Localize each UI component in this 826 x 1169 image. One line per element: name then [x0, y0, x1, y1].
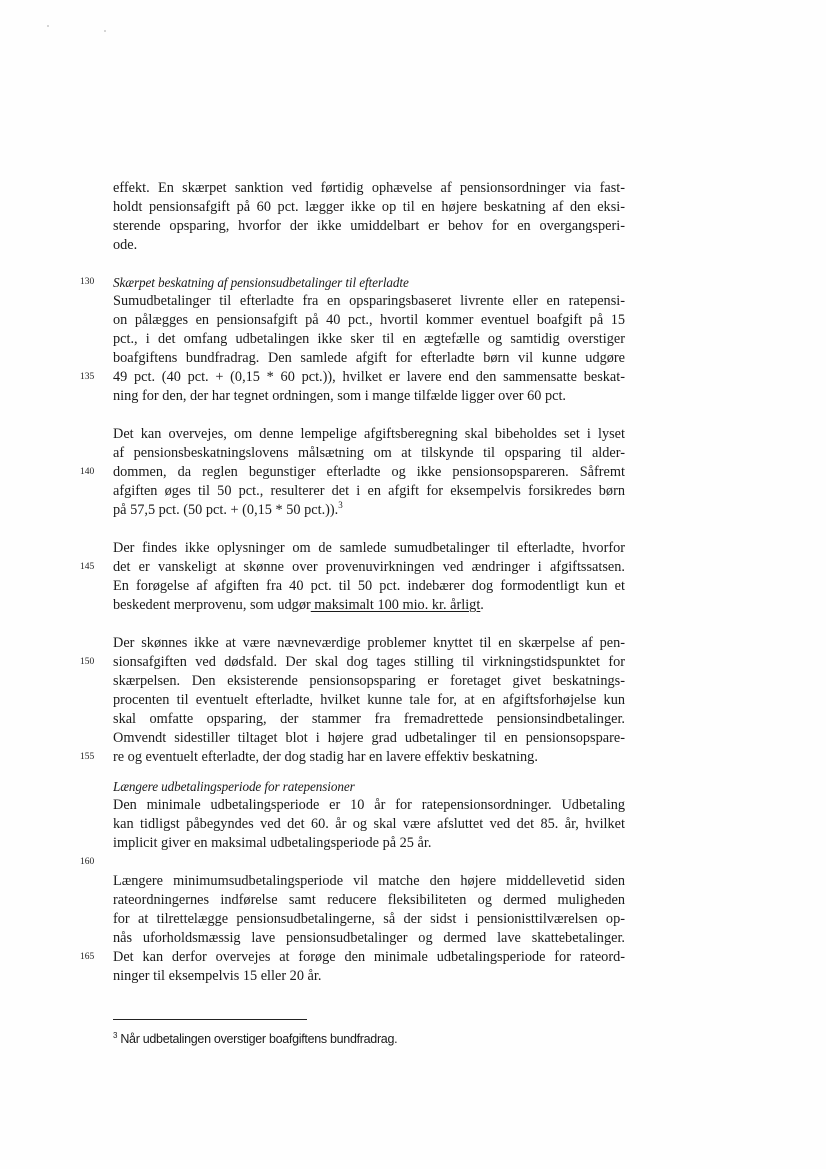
text-span: beskedent merprovenu, som udgør — [113, 597, 311, 613]
line-number-130: 130 — [80, 277, 95, 287]
section-heading-efterladte: Skærpet beskatning af pensionsudbetalinger til efterladte — [113, 275, 409, 290]
text-line: nås uforholdsmæssig lave pensionsudbetalinger og dermed lave skattebetalinger. — [113, 930, 625, 946]
line-number-140: 140 — [80, 467, 95, 477]
line-number-145: 145 — [80, 562, 95, 572]
text-line: det er vanskeligt at skønne over provenuvirkningen ved ændringer i afgiftssatsen. — [113, 559, 625, 575]
text-line: En forøgelse af afgiften fra 40 pct. til 50 pct. indebærer dog formodentligt kun et — [113, 578, 625, 594]
text-line: boafgiftens bundfradrag. Den samlede afgift for efterladte børn vil kunne udgøre — [113, 350, 625, 366]
text-span: . — [480, 597, 484, 613]
footnote — [113, 1031, 633, 1049]
scan-speck — [104, 30, 106, 32]
footnote-text: Når udbetalingen overstiger boafgiftens bundfradrag. — [117, 1032, 398, 1046]
text-line: Omvendt sidestiller tiltaget blot i højere grad udbetalinger til en pensionsopspare- — [113, 730, 625, 746]
text-line: ode. — [113, 237, 138, 253]
section-heading-ratepensioner: Længere udbetalingsperiode for ratepensioner — [113, 779, 355, 794]
text-line: Sumudbetalinger til efterladte fra en opsparingsbaseret livrente eller en ratepensi- — [113, 293, 625, 309]
text-line: kan tidligst påbegyndes ved det 60. år og skal være afsluttet ved det 85. år, hvilket — [113, 816, 625, 832]
text-line: sionsafgiften ved dødsfald. Der skal dog tages stilling til virkningstidspunktet for — [113, 654, 625, 670]
footnote-reference: 3 — [338, 501, 343, 510]
line-number-160: 160 — [80, 857, 95, 867]
text-line: pct., i det omfang udbetalingen ikke sker til en ægtefælle og samtidig overstiger — [113, 331, 625, 347]
text-line: 49 pct. (40 pct. + (0,15 * 60 pct.)), hvilket er lavere end den sammensatte beskat- — [113, 369, 625, 385]
scan-speck — [47, 25, 49, 27]
text-line: effekt. En skærpet sanktion ved førtidig ophævelse af pensionsordninger via fast- — [113, 180, 625, 196]
footnote-divider — [113, 1019, 307, 1020]
text-line: implicit giver en maksimal udbetalingsperiode på 25 år. — [113, 835, 432, 851]
text-line — [113, 501, 625, 520]
text-span: på 57,5 pct. (50 pct. + (0,15 * 50 pct.)). — [113, 502, 339, 518]
line-number-155: 155 — [80, 752, 95, 762]
text-line: for at tilrettelægge pensionsudbetalingerne, så der sidst i pensionisttilværelsen op- — [113, 911, 625, 927]
text-line: Det kan derfor overvejes at forøge den minimale udbetalingsperiode for rateord- — [113, 949, 625, 965]
line-number-150: 150 — [80, 657, 95, 667]
text-line: Den minimale udbetalingsperiode er 10 år for ratepensionsordninger. Udbetaling — [113, 797, 625, 813]
text-line: ninger til eksempelvis 15 eller 20 år. — [113, 968, 322, 984]
text-line: Længere minimumsudbetalingsperiode vil matche den højere middellevetid siden — [113, 873, 625, 889]
text-line: Der findes ikke oplysninger om de samlede sumudbetalinger til efterladte, hvorfor — [113, 540, 625, 556]
text-line: af pensionsbeskatningslovens målsætning om at tilskynde til opsparing til alder- — [113, 445, 625, 461]
footnote-marker: 3 — [113, 1031, 118, 1040]
underlined-amount: maksimalt 100 mio. kr. årligt — [310, 597, 481, 613]
text-line: Der skønnes ikke at være nævneværdige problemer knyttet til en skærpelse af pen- — [113, 635, 625, 651]
text-line: Det kan overvejes, om denne lempelige afgiftsberegning skal bibeholdes set i lyset — [113, 426, 625, 442]
line-number-165: 165 — [80, 952, 95, 962]
text-line: ning for den, der har tegnet ordningen, som i mange tilfælde ligger over 60 pct. — [113, 388, 567, 404]
text-line: sterende opsparing, hvorfor der ikke umiddelbart er behov for en overgangsperi- — [113, 218, 625, 234]
text-line: re og eventuelt efterladte, der dog stadig har en lavere effektiv beskatning. — [113, 749, 538, 765]
text-line: on pålægges en pensionsafgift på 40 pct., hvortil kommer eventuel boafgift på 15 — [113, 312, 625, 328]
text-line: dommen, da reglen begunstiger efterladte og ikke pensionsopspareren. Såfremt — [113, 464, 625, 480]
text-line: holdt pensionsafgift på 60 pct. lægger ikke op til en højere beskatning af den eksi- — [113, 199, 625, 215]
text-line: afgiften øges til 50 pct., resulterer det i en afgift for eksempelvis forsikredes børn — [113, 483, 625, 499]
line-number-135: 135 — [80, 372, 95, 382]
text-line: skærpelsen. Den eksisterende pensionsopsparing er foretaget givet beskatnings- — [113, 673, 625, 689]
text-line: procenten til eventuelt efterladte, hvilket kunne tale for, at en afgiftsforhøjelse kun — [113, 692, 625, 708]
text-line: skal omfatte opsparing, der stammer fra fremadrettede pensionsindbetalinger. — [113, 711, 625, 727]
text-line: rateordningernes indførelse samt reducere fleksibiliteten og dermed muligheden — [113, 892, 625, 908]
text-line — [113, 596, 625, 615]
